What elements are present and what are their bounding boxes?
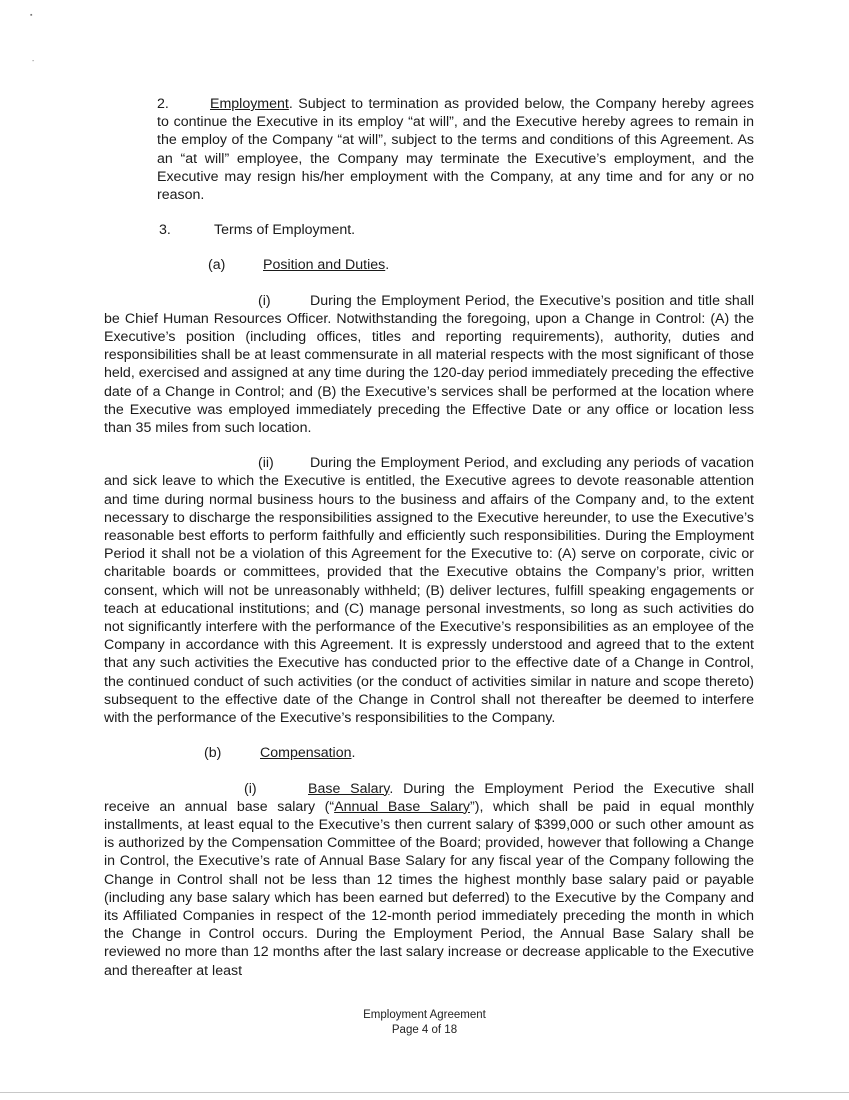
section-2-paragraph [104,95,754,204]
footer-page-number: Page 4 of 18 [391,1024,458,1036]
paragraph-a-ii-label: (ii) [258,455,274,472]
paragraph-a-ii-text: During the Employment Period, and excluding any periods of vacation and sick leave to which the Executive is entitled, the Executive agrees to devote reasonable attention and time during normal business hours to the business and affairs of the Company and, to the extent necessary to discharge the responsibilities assigned to the Executive hereunder, to use the Executive’s reasonable best efforts to perform faithfully and efficiently such responsibilities. During the Employment Period it shall not be a violation of this Agreement for the Executive to: (A) serve on corporate, civic or charitable boards or committees, provided that the Executive obtains the Company’s prior, written consent, which will not be unreasonably withheld; (B) deliver lectures, fulfill speaking engagements or teach at educational institutions; and (C) manage personal investments, so long as such activities do not significantly interfere with the performance of the Executive’s responsibilities as an employee of the Company in accordance with this Agreement. It is expressly understood and agreed that to the extent that any such activities the Executive has conducted prior to the effective date of a Change in Control, the continued conduct of such activities (or the conduct of activities similar in nature and scope thereto) subsequent to the effective date of the Change in Control shall not thereafter be deemed to interfere with the performance of the Executive’s responsibilities to the Company. [104,455,754,727]
subsection-b-heading: Compensation [260,745,352,762]
paragraph-b-i-defined-term: Annual Base Salary [334,798,471,815]
section-3-heading: Terms of Employment. [214,222,356,239]
subsection-b-label: (b) [204,745,222,762]
section-3-number: 3. [159,222,171,239]
subsection-b-period: . [351,745,356,762]
section-3-heading-line [104,221,754,239]
paragraph-b-i-text-1: . During the Employment Period the Executive shall receive an annual base salary (“ [104,780,754,815]
footer-document-title: Employment Agreement [363,1009,486,1021]
section-2-number: 2. [157,96,169,112]
paragraph-a-i [104,292,754,438]
document-body [104,95,754,980]
paragraph-b-i-label: (i) [244,780,257,797]
subsection-b-heading-line [104,744,754,762]
paragraph-a-i-text: During the Employment Period, the Executive’s position and title shall be Chief Human Resources Officer. Notwithstanding the foregoing, upon a Change in Control: (A) the Executive’s position (including offices, titles and reporting requirements), authority, duties and responsibilities shall be at least commensurate in all material respects with the most significant of those held, exercised and assigned at any time during the 120-day period immediately preceding the effective date of a Change in Control; and (B) the Executive’s services shall be performed at the location where the Executive was employed immediately preceding the Effective Date or any office or location less than 35 miles from such location. [104,292,754,437]
section-2-text: . Subject to termination as provided below, the Company hereby agrees to continue the Executive in its employ “at will”, and the Executive hereby agrees to remain in the employ of the Company “at will”, subject to the terms and conditions of this Agreement. As an “at will” employee, the Company may terminate the Executive’s employment, and the Executive may resign his/her employment with the Company, at any time and for any or no reason. [157,96,754,204]
subsection-a-period: . [385,257,390,274]
paragraph-a-ii [104,454,754,727]
page-bottom-rule [0,1092,849,1093]
paragraph-b-i-text-2: ”), which shall be paid in equal monthly installments, at least equal to the Executive’s then current salary of $399,000 or such other amount as is authorized by the Compensation Committee of the Board; provided, however that following a Change in Control, the Executive’s rate of Annual Base Salary for any fiscal year of the Company following the Change in Control shall not be less than 12 times the highest monthly base salary paid or payable (including any base salary which has been earned but deferred) to the Executive by the Company and its Affiliated Companies in respect of the 12-month period immediately preceding the month in which the Change in Control occurs. During the Employment Period, the Annual Base Salary shall be reviewed no more than 12 months after the last salary increase or decrease applicable to the Executive and thereafter at least [104,798,754,979]
subsection-a-heading-line [104,256,754,274]
scan-speck: ▪ [30,12,33,19]
subsection-a-label: (a) [208,257,226,274]
section-2-heading: Employment [210,96,289,112]
scan-speck: - [32,58,35,65]
paragraph-b-i [104,780,754,980]
subsection-a-heading: Position and Duties [263,257,386,274]
page-footer [0,1008,849,1038]
paragraph-b-i-heading: Base Salary [308,780,390,797]
paragraph-a-i-label: (i) [258,292,271,309]
